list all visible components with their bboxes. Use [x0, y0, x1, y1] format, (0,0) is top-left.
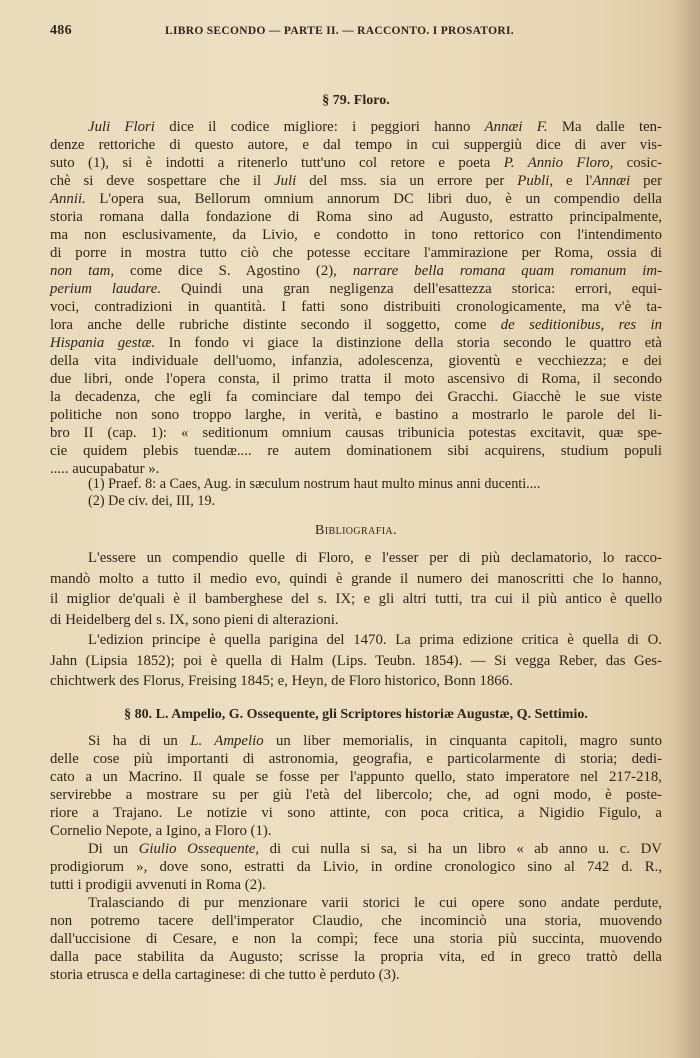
text-line	[50, 894, 662, 912]
text-line	[50, 732, 662, 750]
text-line	[50, 172, 662, 190]
italic-text: perium laudare.	[50, 281, 162, 297]
italic-text: Annæi	[592, 173, 631, 189]
text: il miglior de'quali è il bamberghese del s. IX; e gli altri tutti, tra cui il più antico è quello	[50, 591, 662, 607]
text: Cornelio Nepote, a Igino, a Floro (1).	[50, 823, 272, 839]
text: dice il codice migliore: i peggiori hanno	[154, 119, 485, 135]
text-line	[50, 569, 662, 590]
text-line	[50, 424, 662, 442]
text: delle cose più importanti di astronomia, geografia, e particolarmente di storia; dedi-	[50, 751, 662, 767]
text: ..... aucupabatur ».	[50, 461, 160, 477]
text-line	[50, 930, 662, 948]
text-line	[50, 750, 662, 768]
text-line	[50, 298, 662, 316]
text-line	[50, 966, 662, 984]
text: di cui nulla si sa, si ha un libro « ab anno u. c. DV	[259, 841, 662, 857]
section-79-title: § 79. Floro.	[322, 93, 390, 108]
text: dall'uccisione di Cesare, e non la compì; fece una storia più succinta, muovendo	[50, 931, 662, 947]
text-line	[50, 370, 662, 388]
text: bro II (cap. 1): « seditionum omnium causas tribunicia potestas excitavit, quæ spe-	[50, 425, 662, 441]
section-80-title: § 80. L. Ampelio, G. Ossequente, gli Scriptores historiæ Augustæ, Q. Settimio.	[124, 707, 588, 722]
text: un liber memorialis, in cinquanta capitoli, magro sunto	[263, 733, 663, 749]
text: Quindi una gran negligenza dell'esattezza storica: errori, equi-	[161, 281, 662, 297]
page-number: 486	[50, 23, 72, 38]
text-line	[50, 630, 662, 651]
text-line	[50, 226, 662, 244]
text: ma non esclusivamente, da Livio, e condotto in tono rettorico con l'intendimento	[50, 227, 662, 243]
text-line	[50, 352, 662, 370]
text: politiche non sono troppo larghe, in verità, e bastino a mostrarlo le parole del li-	[50, 407, 662, 423]
text-line	[50, 244, 662, 262]
text-line	[50, 154, 662, 172]
text: storia etrusca e della cartaginese: di che tutto è perduto (3).	[50, 967, 400, 983]
text-line	[50, 190, 662, 208]
italic-text: Annæi F.	[484, 119, 548, 135]
text: cie quidem plebis tuendæ.... re autem dominationem sibi acquirens, studium populi	[50, 443, 662, 459]
text-line	[50, 388, 662, 406]
text-line	[50, 610, 662, 631]
italic-text: Hispania gestæ.	[50, 335, 156, 351]
text: voci, contradizioni in quantità. I fatti sono distribuiti cronologicamente, ma v'è ta-	[50, 299, 662, 315]
text: della vita individuale dell'uomo, infanzia, adolescenza, gioventù e vecchiezza; e dei	[50, 353, 662, 369]
text-line	[50, 442, 662, 460]
text: servirebbe a mostrare su per giù l'età del libercolo; che, ad ogni modo, è poste-	[50, 787, 662, 803]
text: e l'	[553, 173, 593, 189]
text: Di un	[88, 841, 139, 857]
text-line	[50, 858, 662, 876]
text-line	[50, 406, 662, 424]
italic-text: Juli Flori	[88, 119, 155, 135]
italic-text: de seditionibus, res in	[500, 317, 663, 333]
text: tutti i prodigii avvenuti in Roma (2).	[50, 877, 266, 893]
text: lora anche delle rubriche distinte secondo il soggetto, come	[50, 317, 501, 333]
text: chè si deve sospettare che il	[50, 173, 275, 189]
text: non potremo tacere dell'imperator Claudio, che incominciò una storia, muovendo	[50, 913, 662, 929]
italic-text: narrare bella romana quam romanum im-	[352, 263, 662, 279]
text: la decadenza, che egli fa cominciare dal tempo dei Gracchi. Giacchè le sue viste	[50, 389, 662, 405]
running-title: LIBRO SECONDO — PARTE II. — RACCONTO. I PROSATORI.	[165, 25, 514, 37]
text-line	[50, 840, 662, 858]
text-line	[50, 589, 662, 610]
text: cosic-	[613, 155, 662, 171]
text: L'essere un compendio quelle di Floro, e l'esser per di più declamatorio, lo racco-	[88, 550, 662, 566]
text-line	[50, 316, 662, 334]
text-line	[50, 876, 662, 894]
text-line	[50, 786, 662, 804]
text-line	[50, 280, 662, 298]
text: due libri, onde l'opera consta, il primo tratta il moto ascensivo di Roma, il secondo	[50, 371, 662, 387]
text-line	[50, 334, 662, 352]
italic-text: Annii.	[50, 191, 86, 207]
text: Ma dalle ten-	[547, 119, 662, 135]
text: In fondo vi giace la distinzione della storia secondo le quattro età	[155, 335, 662, 351]
section-80-body	[50, 732, 662, 984]
text: storia romana dalla fondazione di Roma sino ad Augusto, estratto principalmente,	[50, 209, 662, 225]
text: cato a un Macrino. Il quale se fosse per l'appunto quello, stato imperatore nel 217-218,	[50, 769, 662, 785]
text-line	[50, 118, 662, 136]
text: chichtwerk des Florus, Freising 1845; e, Heyn, de Floro historico, Bonn 1866.	[50, 673, 513, 689]
text: L'edizion principe è quella parigina del 1470. La prima edizione critica è quella di O.	[88, 632, 662, 648]
bibliography-title: Bibliografia.	[315, 523, 397, 538]
text: del mss. sia un errore per	[296, 173, 518, 189]
text: prodigiorum », dove sono, estratti da Livio, in ordine cronologico sino al 742 d. R.,	[50, 859, 662, 875]
text-line	[50, 804, 662, 822]
text: dalla pace stabilita da Augusto; scrisse la propria vita, ed in greco trattò della	[50, 949, 662, 965]
text: Si ha di un	[88, 733, 191, 749]
footnotes	[50, 476, 662, 510]
bibliography-body	[50, 548, 662, 692]
text-line	[50, 136, 662, 154]
text-line	[50, 208, 662, 226]
italic-text: P. Annio Floro,	[503, 155, 614, 171]
italic-text: L. Ampelio	[190, 733, 264, 749]
italic-text: Juli	[274, 173, 297, 189]
text: di porre in mostra tutto ciò che potesse eccitare l'ammirazione per Roma, ossia di	[50, 245, 662, 261]
text: per	[630, 173, 663, 189]
text-line	[50, 548, 662, 569]
section-79-body	[50, 118, 662, 478]
text: Tralasciando di pur menzionare varii storici le cui opere sono andate perdute,	[88, 895, 662, 911]
text: Jahn (Lipsia 1852); poi è quella di Halm (Lips. Teubn. 1854). — Si vegga Reber, das Ges-	[50, 652, 662, 669]
text-line	[50, 822, 662, 840]
italic-text: Giulio Ossequente,	[138, 841, 260, 857]
text-line	[50, 651, 662, 672]
text: denze rettoriche di questo autore, e dal tempo in cui suppergiù dice di aver vis-	[50, 137, 662, 153]
text: di Heidelberg del s. IX, sono pieni di alterazioni.	[50, 611, 339, 628]
footnote-1: (1) Praef. 8: a Caes, Aug. in sæculum nostrum haut multo minus anni ducenti....	[88, 476, 541, 492]
text-line	[50, 948, 662, 966]
text: , come dice S. Agostino (2),	[110, 263, 353, 279]
running-header	[50, 22, 662, 40]
text-line	[50, 671, 662, 692]
text-line	[50, 912, 662, 930]
text: riore a Trajano. Le notizie vi sono attinte, con poca critica, a Nigidio Figulo, a	[50, 805, 662, 821]
text: mandò molto a tutto il medio evo, quindi è grande il numero dei manoscritti che lo hanno,	[50, 570, 662, 587]
text-line	[50, 262, 662, 280]
text: L'opera sua, Bellorum omnium annorum DC libri duo, è un compendio della	[85, 191, 662, 207]
text: suto (1), si è indotti a ritenerlo tutt'uno col retore e poeta	[50, 155, 504, 171]
text-line	[50, 768, 662, 786]
italic-text: Publi,	[517, 173, 554, 189]
footnote-2: (2) De civ. dei, III, 19.	[88, 493, 216, 509]
italic-text: non tam	[50, 263, 111, 279]
